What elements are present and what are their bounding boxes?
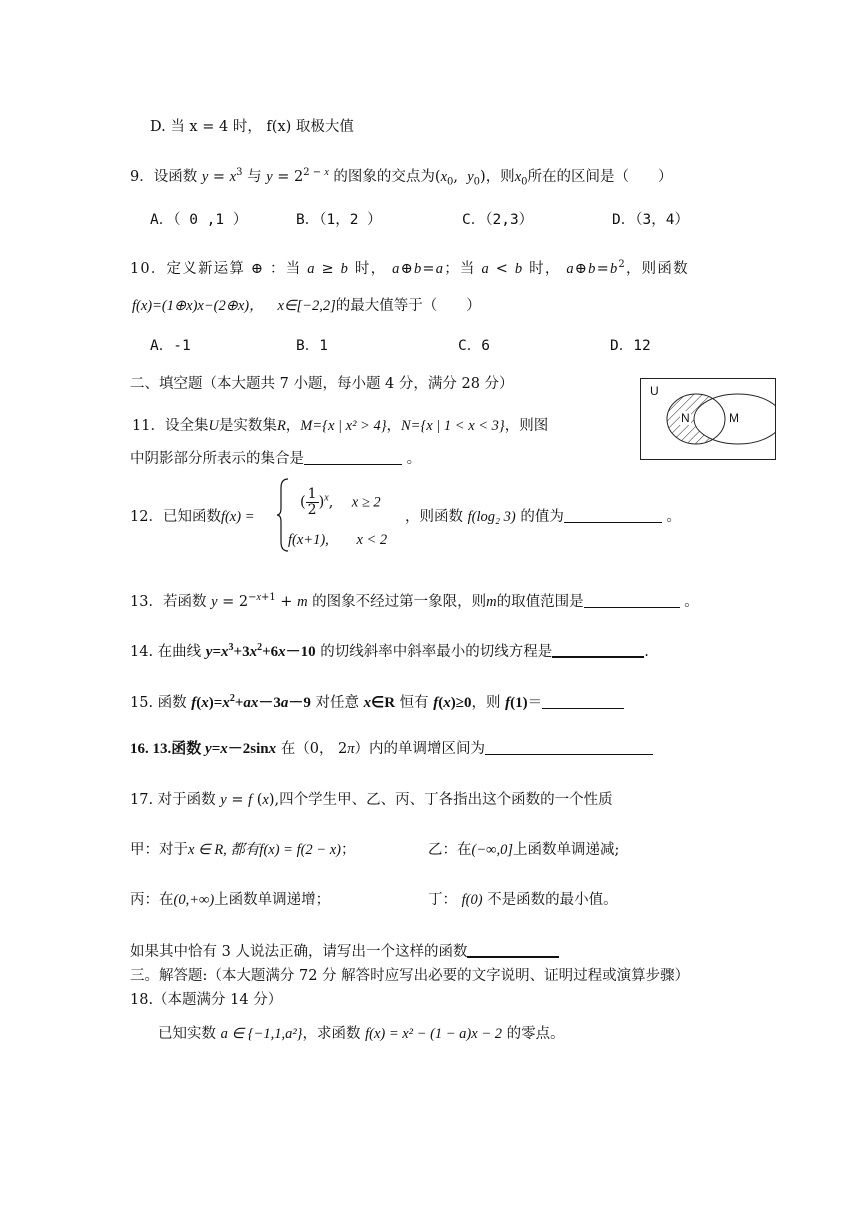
q11-set-m: M={x | x² > 4} — [300, 418, 387, 434]
q10-option-a: A．-1 — [150, 338, 191, 354]
q9-stem-a: 9．设函数 — [130, 168, 202, 185]
q17-jia-a: 甲：对于 — [130, 842, 188, 858]
q17-jia-expr: x ∈ R, 都有f(x) = f(2 − x) — [188, 842, 341, 858]
q12-case1-condition: x ≥ 2 — [351, 494, 381, 511]
q17-a: 17. 对于函数 — [130, 792, 221, 808]
q17-jia-c: ； — [341, 842, 356, 858]
q9-option-b: B．（1，2 ） — [296, 212, 382, 228]
venn-diagram — [640, 378, 776, 460]
q17-ding-a: 丁： — [428, 892, 457, 908]
q16-b: 在（0， 2 — [276, 741, 348, 757]
q12-half: $\frac{1}{2}$ — [307, 486, 317, 518]
q17-bing-a: 丙：在 — [130, 892, 174, 908]
q15-e: ＝ — [527, 695, 543, 711]
q10-line2-c: 的最大值等于（ ） — [335, 298, 481, 314]
q18-c: ，求函数 — [302, 1026, 361, 1042]
q15-answer-blank[interactable] — [542, 693, 624, 709]
q10-option-c: C．6 — [458, 338, 490, 354]
q16-answer-blank[interactable] — [485, 739, 653, 755]
q17-yi — [428, 840, 619, 860]
q18-body — [158, 1024, 565, 1044]
q10-domain: x∈[−2,2] — [277, 298, 336, 314]
q12-fx: f(x) = — [220, 509, 255, 525]
q9-option-a: A．（ 0 ,1 ） — [150, 212, 248, 228]
q17-ding-c: 不是函数的最小值。 — [487, 892, 618, 908]
q17-bing-interval: (0,+∞) — [173, 892, 215, 908]
q14-line: 14. 在曲线 $y=x^3+3x^2+6x-10$ 的切线斜率中斜率最小的切线方程是 . — [130, 642, 649, 660]
q11-end: 。 — [406, 451, 422, 467]
q14-answer-blank[interactable] — [552, 641, 644, 658]
q14-b: 的切线斜率中斜率最小的切线方程是 — [315, 644, 553, 660]
q11-line-1: 11．设全集U是实数集R，M={x | x² > 4}，N={x | 1 < x < 3}，则图 — [132, 418, 549, 434]
q14-a: 14. 在曲线 — [130, 644, 206, 660]
q15-a: 15. 函数 — [130, 695, 192, 711]
q18-function: f(x) = x² − (1 − a)x − 2 — [365, 1026, 502, 1042]
section-3-heading: 三。解答题:（本大题满分 72 分 解答时应写出必要的文字说明、证明过程或演算步骤） — [130, 968, 690, 984]
q11-e: ， — [386, 418, 401, 434]
q17-last-text: 如果其中恰有 3 人说法正确，请写出一个这样的函数 — [130, 944, 468, 960]
q18-title: 18.（本题满分 14 分） — [130, 992, 283, 1008]
q12-case2-expr: f(x+1), — [288, 532, 329, 548]
q18-e: 的零点。 — [506, 1026, 565, 1042]
q8-option-d: D. 当 x = 4 时， f(x) 取极大值 — [150, 119, 354, 135]
q11-line2-text: 中阴影部分所表示的集合是 — [130, 451, 304, 467]
q17-bing-c: 上函数单调递增； — [214, 892, 331, 908]
q15-c: 恒有 — [395, 695, 434, 711]
q10-line-1: 10．定义新运算 ⊕ ：当 a ≥ b 时， a⊕b=a；当 a < b 时， $a\oplus b=b^2$，则函数 — [130, 259, 689, 277]
q13-a: 13．若函数 — [130, 593, 212, 610]
q12-case2-condition: x < 2 — [356, 532, 388, 548]
q18-a: 已知实数 — [158, 1026, 216, 1042]
q11-g: ，则图 — [504, 418, 549, 434]
q17-bing — [130, 890, 330, 910]
q12-end: 。 — [666, 509, 681, 525]
q13-end: 。 — [684, 593, 699, 610]
q11-c: ， — [285, 418, 301, 434]
q15-d: ，则 — [471, 695, 506, 711]
q16-c: ）内的单调增区间为 — [354, 741, 486, 757]
q16-line: 16. 13.函数 y=x－2sinx 在（0， 2π）内的单调增区间为 — [130, 739, 653, 759]
q9-option-c: C．（2,3） — [462, 212, 534, 228]
q12-case-2 — [288, 530, 387, 550]
q17-last — [130, 941, 559, 962]
q17-yi-c: 上函数单调递减; — [512, 842, 620, 858]
q12-a: 12．已知函数 — [130, 509, 221, 525]
q13-b: 的图象不经过第一象限，则 — [307, 593, 487, 610]
q11-line-2 — [130, 449, 421, 469]
q10-line1-a: 10．定义新运算 ⊕ ：当 — [130, 260, 308, 277]
q10-option-b: B．1 — [296, 338, 328, 354]
venn-label-u: U — [650, 384, 659, 398]
venn-label-n: N — [681, 411, 690, 425]
q13-answer-blank[interactable] — [584, 592, 680, 608]
venn-label-m: M — [729, 411, 739, 425]
q9-stem-b: 与 — [242, 168, 267, 185]
q14-end: . — [644, 644, 649, 660]
venn-svg — [641, 379, 775, 459]
q10-line1-b: 时， — [349, 260, 393, 277]
q17-b: ,四个学生甲、乙、丙、丁各指出这个函数的一个性质 — [274, 792, 613, 808]
q12-lead — [130, 507, 254, 527]
q9-stem-c: 的图象的交点为 — [328, 168, 435, 185]
q9-stem: 9．设函数 $y = x^3$ 与 $y = 2^{2 - x}$ 的图象的交点为($x_0$, $y_0$)，则$x_0$所在的区间是（ ） — [130, 167, 673, 188]
q17-yi-a: 乙：在 — [428, 842, 472, 858]
q17-line-1: 17. 对于函数 y = f (x),四个学生甲、乙、丙、丁各指出这个函数的一个性质 — [130, 792, 613, 808]
q17-ding-expr: f(0) — [461, 892, 483, 908]
q10-line1-d: 时， — [523, 260, 567, 277]
q12-b: ，则函数 — [405, 509, 463, 525]
q13-line: 13．若函数 $y = 2^{-x+1} + m$ 的图象不经过第一象限，则m的取值范围是 。 — [130, 592, 699, 610]
section-2-heading: 二、填空题（本大题共 7 小题，每小题 4 分，满分 28 分） — [130, 376, 514, 392]
q12-log-expr: f(log₂ 3) — [467, 509, 516, 525]
q15-b: 对任意 — [310, 695, 364, 711]
q12-brace — [276, 478, 278, 552]
q17-answer-blank[interactable] — [467, 941, 559, 958]
q12-case-1: ( $\frac{1}{2}$ )$^x$, x ≥ 2 — [300, 486, 381, 518]
q10-line-2 — [132, 296, 481, 316]
q11-a: 11．设全集 — [132, 418, 209, 434]
q12-d: 的值为 — [520, 509, 564, 525]
q11-b: 是实数集 — [218, 418, 277, 434]
q12-answer-blank[interactable] — [564, 507, 662, 523]
q13-c: 的取值范围是 — [496, 593, 584, 610]
q11-set-n: N={x | 1 < x < 3} — [401, 418, 505, 434]
q12-tail — [405, 507, 681, 527]
q10-option-d: D．12 — [610, 338, 651, 354]
q17-yi-interval: (−∞,0] — [471, 842, 513, 858]
q11-answer-blank[interactable] — [304, 449, 402, 465]
q16-a: 16. 13.函数 — [130, 741, 206, 757]
q9-stem-e: 所在的区间是（ ） — [527, 168, 673, 185]
q17-ding — [428, 890, 618, 910]
q10-line1-e: ，则函数 — [625, 260, 689, 277]
q15-line: 15. 函数 $f(x)=x^2+ax-3a-9$ 对任意 x∈R 恒有 f(x)≥0，则 f(1)＝ — [130, 689, 624, 713]
q17-jia — [130, 840, 356, 860]
q18-set: a ∈ {−1,1,a²} — [220, 1026, 303, 1042]
q9-stem-d: ，则 — [485, 168, 515, 185]
q10-line1-c: ；当 — [444, 260, 482, 277]
q10-function-expr: f(x)=(1⊕x)x−(2⊕x)， — [132, 298, 264, 314]
q9-option-d: D．（3，4） — [612, 212, 689, 228]
